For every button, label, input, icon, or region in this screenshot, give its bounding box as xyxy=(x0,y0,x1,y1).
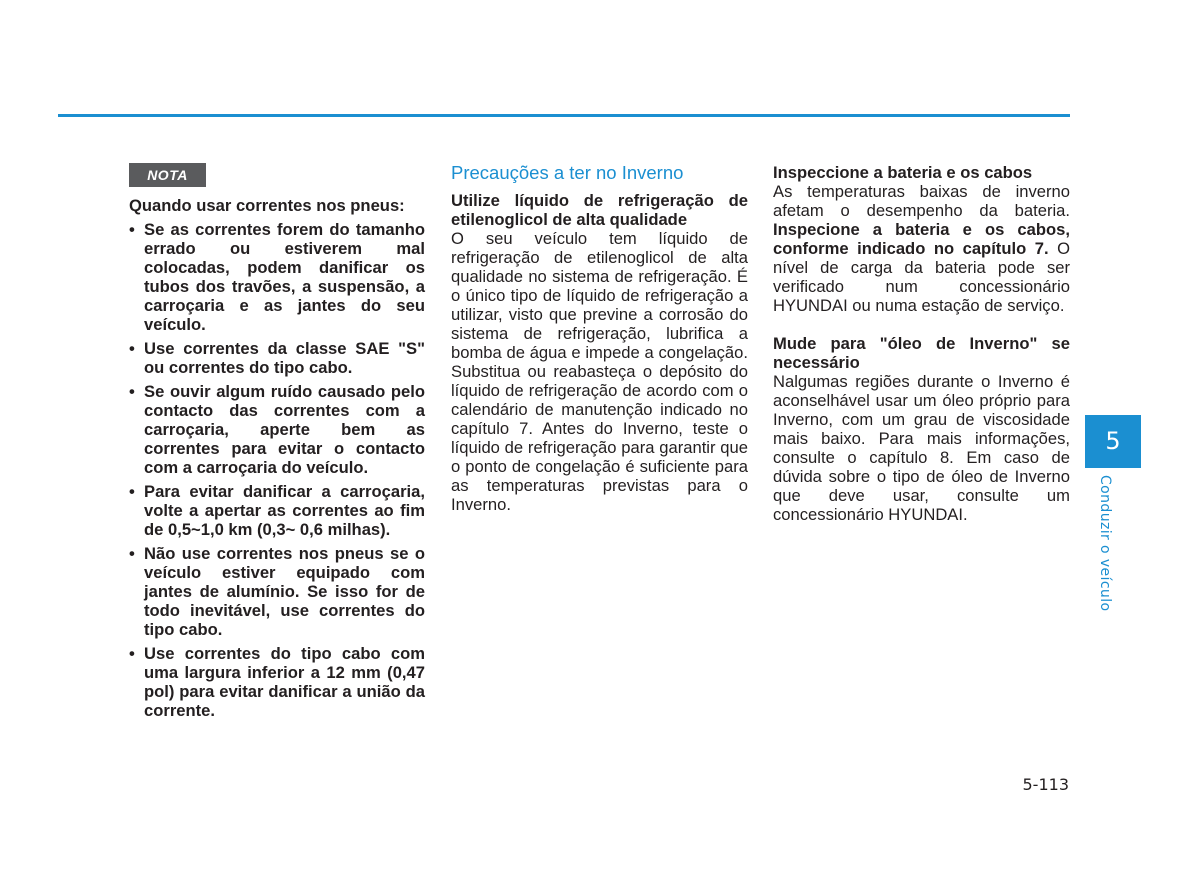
battery-text-1: As temperaturas baixas de inverno afetam o desempenho da bateria. xyxy=(773,182,1070,220)
note-bullet-item: • Para evitar danificar a carroçaria, volte a apertar as correntes ao fim de 0,5~1,0 km (0,3~ 0,6 milhas). xyxy=(129,482,425,539)
section-title: Precauções a ter no Inverno xyxy=(451,162,684,183)
chapter-label: Conduzir o veículo xyxy=(1097,475,1113,612)
page-number: 5-113 xyxy=(1022,775,1069,794)
note-bullet-item: • Não use correntes nos pneus se o veículo estiver equipado com jantes de alumínio. Se isso for de todo inevitável, use correntes do tipo cabo. xyxy=(129,544,425,639)
oil-heading: Mude para "óleo de Inverno" se necessário xyxy=(773,334,1070,372)
chapter-number-tab: 5 xyxy=(1085,415,1141,468)
battery-paragraph xyxy=(773,182,1070,315)
note-bullet-item: • Se ouvir algum ruído causado pelo contacto das correntes com a carroçaria, aperte bem as correntes para evitar o contacto com a carroçaria do veículo. xyxy=(129,382,425,477)
note-bullet-item: • Use correntes da classe SAE "S" ou correntes do tipo cabo. xyxy=(129,339,425,377)
note-column xyxy=(129,160,425,720)
battery-text-bold: Inspecione a bateria e os cabos, conforme indicado no capítulo 7. xyxy=(773,220,1070,258)
note-bullet-item: • Se as correntes forem do tamanho errado ou estiverem mal colocadas, podem danificar os tubos dos travões, a suspensão, a carroçaria e as jantes do seu veículo. xyxy=(129,220,425,334)
spacer xyxy=(773,315,1070,334)
note-badge: NOTA xyxy=(129,163,206,187)
top-divider-rule xyxy=(58,114,1070,117)
note-intro: Quando usar correntes nos pneus: xyxy=(129,196,405,215)
note-bullet-list xyxy=(129,220,425,720)
oil-paragraph: Nalgumas regiões durante o Inverno é aconselhável usar um óleo próprio para Inverno, com um grau de viscosidade mais baixo. Para mais informações, consulte o capítulo 8. Em caso de dúvida sobre o tipo de óleo de Inverno que deve usar, consulte um concessionário HYUNDAI. xyxy=(773,372,1070,524)
coolant-paragraph: O seu veículo tem líquido de refrigeração de etilenoglicol de alta qualidade no sistema de refrigeração. É o único tipo de líquido de refrigeração a utilizar, visto que previne a corrosão do sistema de refrigeração, lubrifica a bomba de água e impede a congelação. Substitua ou reabasteça o depósito do líquido de refrigeração de acordo com o calendário de manutenção indicado no capítulo 7. Antes do Inverno, teste o líquido de refrigeração para garantir que o ponto de congelação é suficiente para as temperaturas previstas para o Inverno. xyxy=(451,229,748,514)
battery-oil-column xyxy=(773,160,1070,524)
battery-heading: Inspeccione a bateria e os cabos xyxy=(773,163,1033,182)
winter-column xyxy=(451,160,748,514)
note-bullet-item: • Use correntes do tipo cabo com uma largura inferior a 12 mm (0,47 pol) para evitar danificar a união da corrente. xyxy=(129,644,425,720)
battery-text-2: O nível de carga da bateria pode ser verificado num concessionário HYUNDAI ou numa estação de serviço. xyxy=(773,239,1070,315)
coolant-heading: Utilize líquido de refrigeração de etilenoglicol de alta qualidade xyxy=(451,191,748,229)
